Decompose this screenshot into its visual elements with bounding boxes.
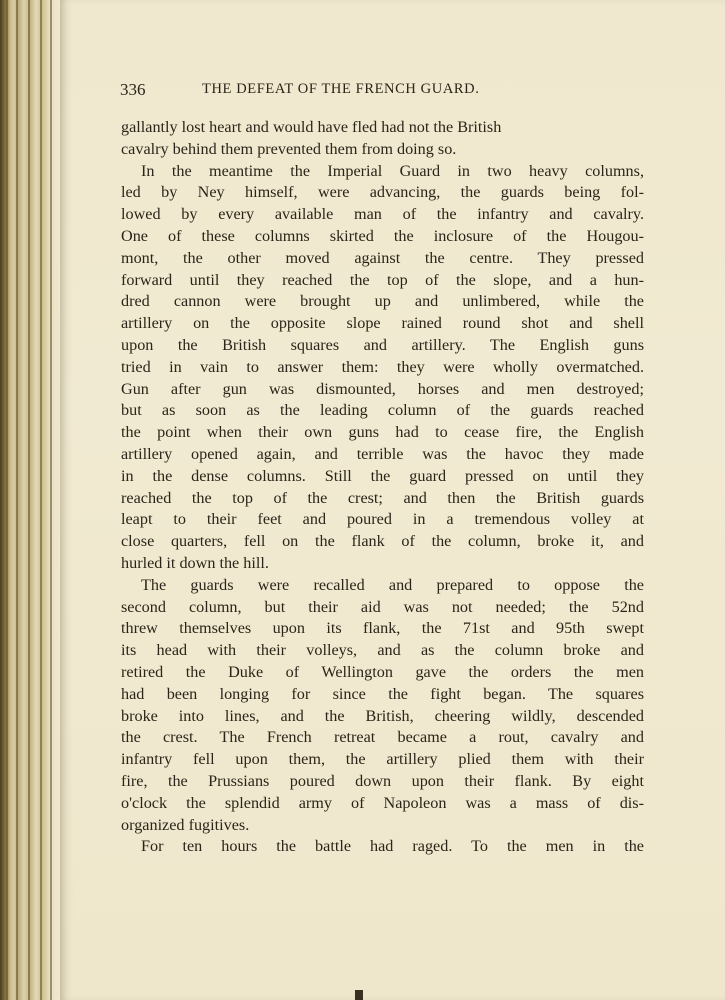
text-line: Gun after gun was dismounted, horses and men destroyed; [121,379,644,398]
page-edge [6,0,8,1000]
text-line: led by Ney himself, were advancing, the guards being fol- [121,183,644,202]
page-edge [50,0,52,1000]
text-line: the point when their own guns had to cease fire, the English [121,423,644,442]
text-line: upon the British squares and artillery. The English guns [121,335,644,354]
text-line: leapt to their feet and poured in a tremendous volley at [121,510,644,529]
binding-mark [355,990,363,1000]
text-line: forward until they reached the top of the slope, and a hun- [121,270,644,289]
text-line: In the meantime the Imperial Guard in two heavy columns, [141,161,644,180]
text-line: reached the top of the crest; and then the British guards [121,488,644,507]
text-line: infantry fell upon them, the artillery plied them with their [121,750,644,769]
text-line: close quarters, fell on the flank of the column, broke it, and [121,532,644,551]
text-line: the crest. The French retreat became a rout, cavalry and [121,728,644,747]
text-line: broke into lines, and the British, cheering wildly, descended [121,706,644,725]
text-line: artillery opened again, and terrible was the havoc they made [121,444,644,463]
text-line: lowed by every available man of the infantry and cavalry. [121,205,644,224]
text-line: mont, the other moved against the centre. They pressed [121,248,644,267]
body-text [121,117,644,858]
text-line: retired the Duke of Wellington gave the orders the men [121,662,644,681]
page-edge [28,0,30,1000]
text-line: in the dense columns. Still the guard pressed on until they [121,466,644,485]
running-head: THE DEFEAT OF THE FRENCH GUARD. [202,81,480,97]
text-line: threw themselves upon its flank, the 71st and 95th swept [121,619,644,638]
page-number: 336 [120,80,146,99]
text-line: For ten hours the battle had raged. To the men in the [141,837,644,856]
text-line: o'clock the splendid army of Napoleon was a mass of dis- [121,793,644,812]
text-line: The guards were recalled and prepared to oppose the [141,575,644,594]
text-line: second column, but their aid was not needed; the 52nd [121,597,644,616]
text-line: cavalry behind them prevented them from doing so. [121,139,457,158]
page-edge [16,0,18,1000]
text-line: dred cannon were brought up and unlimbered, while the [121,292,644,311]
text-line: gallantly lost heart and would have fled had not the British [121,118,502,136]
text-line: but as soon as the leading column of the guards reached [121,401,644,420]
text-line: One of these columns skirted the inclosure of the Hougou- [121,226,644,245]
text-line: its head with their volleys, and as the column broke and [121,641,644,660]
page-edge [40,0,42,1000]
text-line: tried in vain to answer them: they were wholly overmatched. [121,357,644,376]
text-line: had been longing for since the fight began. The squares [121,684,644,703]
text-line: hurled it down the hill. [121,553,269,572]
text-line: organized fugitives. [121,815,250,834]
text-line: fire, the Prussians poured down upon their flank. By eight [121,771,644,790]
text-line: artillery on the opposite slope rained round shot and shell [121,314,644,333]
page-header [120,80,620,102]
